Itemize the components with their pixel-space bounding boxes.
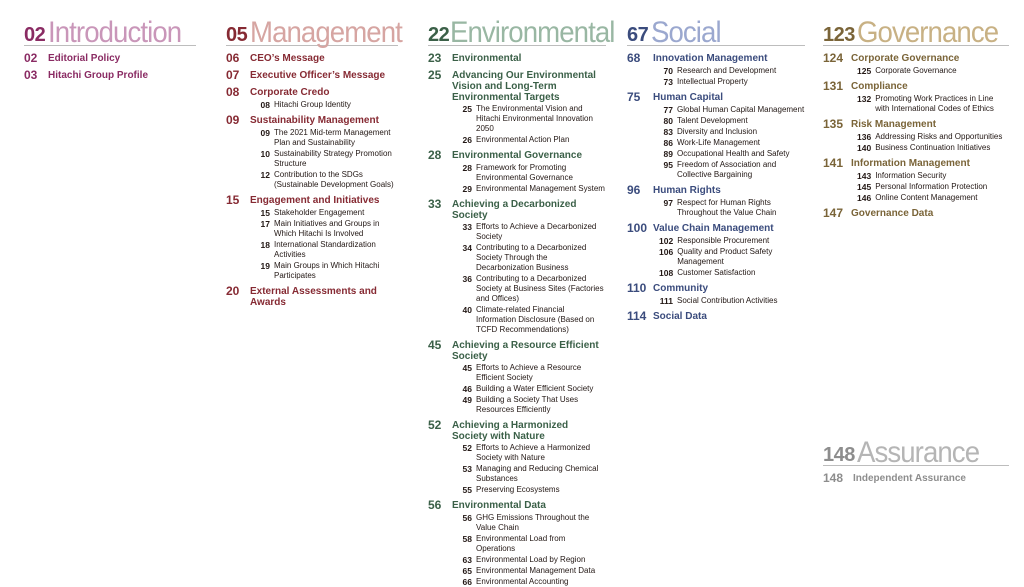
toc-subentry[interactable] <box>226 149 398 169</box>
toc-entry-label: Sustainability Management <box>250 115 379 126</box>
toc-subentry-label: The Environmental Vision and Hitachi Environmental Innovation 2050 <box>476 104 593 133</box>
toc-subentry-label: Contribution to the SDGs (Sustainable Development Goals) <box>274 170 394 189</box>
toc-subentry[interactable] <box>428 577 606 587</box>
toc-entry-page: 52 <box>428 418 442 432</box>
toc-subentry-page: 33 <box>462 222 472 232</box>
toc-subentry-label: Social Contribution Activities <box>677 296 778 305</box>
section-header <box>428 10 615 49</box>
section-title[interactable]: Environmental <box>450 16 615 49</box>
toc-subentry-label: Corporate Governance <box>875 66 957 75</box>
toc-entry-label: Social Data <box>653 311 707 322</box>
toc-subentry[interactable] <box>428 243 606 273</box>
entry-list <box>428 52 606 587</box>
toc-subentry-label: International Standardization Activities <box>274 240 376 259</box>
toc-subentry-page: 83 <box>663 127 673 137</box>
toc-subentry-page: 132 <box>857 94 872 104</box>
toc-subentry-page: 70 <box>663 66 673 76</box>
toc-entry-page: 09 <box>226 113 240 127</box>
toc-subentry[interactable] <box>627 105 805 115</box>
toc-subentry[interactable] <box>823 132 1009 142</box>
section-title[interactable]: Assurance <box>857 436 980 469</box>
toc-subentry-label: Stakeholder Engagement <box>274 208 365 217</box>
toc-subentry[interactable] <box>226 128 398 148</box>
toc-entry-page: 33 <box>428 197 442 211</box>
toc-subentry[interactable] <box>428 384 606 394</box>
toc-entry[interactable] <box>627 52 805 65</box>
toc-subentry-label: Hitachi Group Identity <box>274 100 351 109</box>
toc-subentry[interactable] <box>627 296 805 306</box>
toc-subentry[interactable] <box>823 171 1009 181</box>
toc-entry[interactable] <box>226 194 398 207</box>
toc-subentry[interactable] <box>627 236 805 246</box>
toc-entry-page: 75 <box>627 90 641 104</box>
entry-list <box>823 52 1009 220</box>
toc-entry-label: Advancing Our Environmental Vision and Long-Term Environmental Targets <box>452 70 596 103</box>
toc-entry[interactable] <box>428 149 606 162</box>
toc-subentry-label: Diversity and Inclusion <box>677 127 758 136</box>
toc-entry-label: Human Capital <box>653 92 724 103</box>
toc-subentry-page: 89 <box>663 149 673 159</box>
toc-entry-page: 135 <box>823 117 844 131</box>
toc-subentry-label: Business Continuation Initiatives <box>875 143 991 152</box>
toc-subentry-page: 29 <box>462 184 472 194</box>
toc-entry[interactable] <box>428 339 606 362</box>
toc-entry-page: 08 <box>226 85 240 99</box>
section-page-number[interactable]: 22 <box>428 24 450 46</box>
toc-subentry[interactable] <box>428 305 606 335</box>
toc-entry-label: Risk Management <box>851 119 937 130</box>
toc-subentry[interactable] <box>627 116 805 126</box>
toc-subentry[interactable] <box>428 222 606 242</box>
section-social <box>627 10 805 323</box>
toc-entry[interactable] <box>226 114 398 127</box>
toc-subentry-label: Main Initiatives and Groups in Which Hitachi Is Involved <box>274 219 380 238</box>
toc-subentry-page: 125 <box>857 66 872 76</box>
toc-subentry-label: Talent Development <box>677 116 748 125</box>
toc-subentry-label: Customer Satisfaction <box>677 268 756 277</box>
toc-entry-page: 114 <box>627 309 647 323</box>
toc-entry-label: Corporate Governance <box>851 53 960 64</box>
toc-subentry-page: 12 <box>260 170 270 180</box>
toc-entry-label: Hitachi Group Profile <box>48 70 149 81</box>
toc-subentry-page: 80 <box>663 116 673 126</box>
toc-subentry[interactable] <box>627 160 805 180</box>
toc-subentry-page: 77 <box>663 105 673 115</box>
toc-subentry[interactable] <box>226 170 398 190</box>
toc-subentry-label: Addressing Risks and Opportunities <box>875 132 1003 141</box>
toc-subentry-page: 66 <box>462 577 472 587</box>
section-page-number[interactable]: 123 <box>823 24 855 46</box>
toc-subentry-page: 102 <box>659 236 674 246</box>
toc-subentry-label: Contributing to a Decarbonized Society Through the Decarbonization Business <box>476 243 587 272</box>
toc-subentry[interactable] <box>428 104 606 134</box>
toc-entry-label: Governance Data <box>851 208 934 219</box>
toc-subentry-label: Building a Water Efficient Society <box>476 384 594 393</box>
section-title[interactable]: Management <box>250 16 402 49</box>
toc-subentry[interactable] <box>627 268 805 278</box>
toc-subentry-page: 45 <box>462 363 472 373</box>
toc-subentry-page: 28 <box>462 163 472 173</box>
toc-subentry-label: Environmental Action Plan <box>476 135 570 144</box>
toc-entry-page: 15 <box>226 193 240 207</box>
toc-subentry-page: 55 <box>462 485 472 495</box>
toc-subentry-label: Climate-related Financial Information Disclosure (Based on TCFD Recommendations) <box>476 305 595 334</box>
toc-entry[interactable] <box>24 69 196 82</box>
toc-subentry-page: 111 <box>659 296 673 306</box>
toc-subentry[interactable] <box>428 464 606 484</box>
toc-entry-label: Innovation Management <box>653 53 768 64</box>
section-management <box>226 10 402 308</box>
toc-subentry[interactable] <box>823 182 1009 192</box>
section-governance <box>823 10 1009 220</box>
toc-subentry[interactable] <box>627 77 805 87</box>
toc-subentry-page: 40 <box>462 305 472 315</box>
toc-subentry-label: Global Human Capital Management <box>677 105 805 114</box>
toc-subentry-label: Respect for Human Rights Throughout the Value Chain <box>677 198 777 217</box>
toc-subentry-page: 26 <box>462 135 472 145</box>
toc-subentry-label: Preserving Ecosystems <box>476 485 560 494</box>
toc-subentry-label: GHG Emissions Throughout the Value Chain <box>476 513 590 532</box>
entry-list <box>627 52 805 323</box>
toc-subentry[interactable] <box>627 149 805 159</box>
toc-subentry[interactable] <box>428 135 606 145</box>
toc-subentry[interactable] <box>226 261 398 281</box>
toc-subentry-page: 19 <box>260 261 270 271</box>
toc-entry-page: 141 <box>823 156 844 170</box>
toc-subentry[interactable] <box>627 247 805 267</box>
toc-subentry[interactable] <box>823 143 1009 153</box>
toc-entry-label: Compliance <box>851 81 908 92</box>
section-title[interactable]: Introduction <box>48 16 182 49</box>
toc-subentry-page: 53 <box>462 464 472 474</box>
toc-subentry-page: 106 <box>659 247 674 257</box>
toc-entry[interactable] <box>823 52 1009 65</box>
toc-subentry-label: Online Content Management <box>875 193 978 202</box>
toc-entry-page: 124 <box>823 51 844 65</box>
toc-subentry-label: Responsible Procurement <box>677 236 770 245</box>
toc-subentry-page: 73 <box>663 77 673 87</box>
toc-entry-label: Achieving a Resource Efficient Society <box>452 340 599 362</box>
section-title[interactable]: Governance <box>857 16 999 49</box>
toc-subentry-label: Efforts to Achieve a Decarbonized Society <box>476 222 597 241</box>
section-page-number[interactable]: 02 <box>24 24 46 46</box>
toc-subentry-label: The 2021 Mid-term Management Plan and Sustainability <box>274 128 391 147</box>
toc-subentry[interactable] <box>226 208 398 218</box>
toc-subentry-page: 17 <box>260 219 270 229</box>
toc-entry[interactable] <box>226 52 398 65</box>
toc-subentry-label: Environmental Load by Region <box>476 555 586 564</box>
toc-subentry-label: Environmental Management Data <box>476 566 596 575</box>
toc-subentry-page: 25 <box>462 104 472 114</box>
toc-entry[interactable] <box>627 282 805 295</box>
toc-entry-page: 25 <box>428 68 442 82</box>
toc-entry-label: Environmental Governance <box>452 150 583 161</box>
toc-entry-page: 148 <box>823 471 844 485</box>
toc-entry-page: 45 <box>428 338 442 352</box>
toc-subentry[interactable] <box>627 198 805 218</box>
toc-entry-page: 07 <box>226 68 240 82</box>
toc-entry-label: Environmental Data <box>452 500 546 511</box>
toc-subentry[interactable] <box>428 534 606 554</box>
toc-entry-page: 100 <box>627 221 648 235</box>
toc-subentry-page: 08 <box>260 100 270 110</box>
toc-subentry-label: Work-Life Management <box>677 138 760 147</box>
toc-subentry-label: Occupational Health and Safety <box>677 149 790 158</box>
toc-subentry-label: Environmental Management System <box>476 184 605 193</box>
toc-subentry-page: 108 <box>659 268 674 278</box>
section-environmental <box>428 10 615 587</box>
toc-subentry-label: Research and Development <box>677 66 777 75</box>
toc-entry-page: 20 <box>226 284 240 298</box>
toc-subentry-page: 36 <box>462 274 472 284</box>
entry-list <box>24 52 196 82</box>
toc-subentry-label: Sustainability Strategy Promotion Structure <box>274 149 392 168</box>
toc-subentry-page: 143 <box>857 171 872 181</box>
toc-subentry-page: 65 <box>462 566 472 576</box>
toc-subentry-label: Contributing to a Decarbonized Society at Business Sites (Factories and Offices) <box>476 274 604 303</box>
toc-subentry[interactable] <box>428 363 606 383</box>
toc-subentry-page: 46 <box>462 384 472 394</box>
toc-subentry-page: 18 <box>260 240 270 250</box>
toc-subentry-page: 136 <box>857 132 872 142</box>
toc-entry-label: External Assessments and Awards <box>250 286 377 308</box>
toc-entry[interactable] <box>823 207 1009 220</box>
toc-subentry[interactable] <box>428 443 606 463</box>
toc-entry[interactable] <box>627 222 805 235</box>
toc-entry-page: 96 <box>627 183 641 197</box>
section-title[interactable]: Social <box>651 16 721 49</box>
toc-subentry-page: 49 <box>462 395 472 405</box>
toc-entry[interactable] <box>627 91 805 104</box>
toc-entry-label: Value Chain Management <box>653 223 774 234</box>
toc-subentry-page: 95 <box>663 160 673 170</box>
toc-subentry[interactable] <box>226 240 398 260</box>
toc-entry-page: 06 <box>226 51 240 65</box>
toc-entry[interactable] <box>428 69 606 103</box>
toc-subentry[interactable] <box>823 66 1009 76</box>
toc-entry-label: Engagement and Initiatives <box>250 195 380 206</box>
toc-subentry[interactable] <box>627 138 805 148</box>
toc-subentry-page: 10 <box>260 149 270 159</box>
section-page-number[interactable]: 148 <box>823 444 855 466</box>
toc-subentry-label: Managing and Reducing Chemical Substances <box>476 464 599 483</box>
toc-subentry-label: Intellectual Property <box>677 77 748 86</box>
toc-subentry[interactable] <box>428 566 606 576</box>
toc-subentry[interactable] <box>428 163 606 183</box>
toc-subentry-label: Efforts to Achieve a Resource Efficient Society <box>476 363 582 382</box>
toc-subentry-label: Personal Information Protection <box>875 182 988 191</box>
toc-subentry-page: 146 <box>857 193 872 203</box>
toc-subentry-label: Information Security <box>875 171 947 180</box>
section-header <box>24 10 196 49</box>
toc-subentry-page: 63 <box>462 555 472 565</box>
toc-entry[interactable] <box>428 52 606 65</box>
toc-entry-label: CEO’s Message <box>250 53 325 64</box>
toc-entry-label: Human Rights <box>653 185 721 196</box>
toc-subentry-label: Efforts to Achieve a Harmonized Society with Nature <box>476 443 591 462</box>
toc-entry-page: 03 <box>24 68 38 82</box>
toc-subentry-page: 58 <box>462 534 472 544</box>
toc-entry[interactable] <box>823 472 1009 485</box>
toc-entry-page: 28 <box>428 148 442 162</box>
section-page-number[interactable]: 05 <box>226 24 248 46</box>
toc-entry-label: Achieving a Decarbonized Society <box>452 199 577 221</box>
toc-subentry-label: Main Groups in Which Hitachi Participates <box>274 261 380 280</box>
toc-entry[interactable] <box>428 419 606 442</box>
toc-entry-label: Information Management <box>851 158 970 169</box>
toc-entry-label: Environmental <box>452 53 522 64</box>
toc-entry-page: 23 <box>428 51 442 65</box>
toc-entry-page: 56 <box>428 498 442 512</box>
toc-subentry[interactable] <box>428 513 606 533</box>
toc-subentry-page: 34 <box>462 243 472 253</box>
toc-subentry-page: 145 <box>857 182 872 192</box>
toc-entry[interactable] <box>226 69 398 82</box>
toc-subentry-page: 86 <box>663 138 673 148</box>
toc-subentry[interactable] <box>428 184 606 194</box>
toc-subentry-page: 56 <box>462 513 472 523</box>
toc-entry-page: 02 <box>24 51 38 65</box>
toc-entry-label: Independent Assurance <box>853 473 966 484</box>
toc-subentry-label: Building a Society That Uses Resources Efficiently <box>476 395 579 414</box>
toc-entry[interactable] <box>823 118 1009 131</box>
toc-entry-page: 131 <box>823 79 844 93</box>
toc-subentry[interactable] <box>226 100 398 110</box>
toc-subentry-page: 09 <box>260 128 270 138</box>
toc-entry-label: Corporate Credo <box>250 87 330 98</box>
section-page-number[interactable]: 67 <box>627 24 649 46</box>
toc-subentry-page: 52 <box>462 443 472 453</box>
entry-list <box>823 472 1009 485</box>
toc-entry-label: Editorial Policy <box>48 53 121 64</box>
toc-entry-label: Community <box>653 283 708 294</box>
toc-entry[interactable] <box>428 198 606 221</box>
toc-entry-page: 68 <box>627 51 641 65</box>
section-header <box>226 10 402 49</box>
toc-subentry-label: Environmental Load from Operations <box>476 534 566 553</box>
toc-entry[interactable] <box>226 285 398 308</box>
toc-entry[interactable] <box>627 184 805 197</box>
entry-list <box>226 52 398 308</box>
section-header <box>627 10 805 49</box>
toc-subentry-page: 97 <box>663 198 673 208</box>
toc-entry[interactable] <box>226 86 398 99</box>
toc-subentry[interactable] <box>627 66 805 76</box>
toc-entry[interactable] <box>823 157 1009 170</box>
toc-entry-page: 147 <box>823 206 844 220</box>
toc-subentry[interactable] <box>428 485 606 495</box>
section-introduction <box>24 10 196 82</box>
toc-entry[interactable] <box>627 310 805 323</box>
section-header <box>823 430 1009 469</box>
toc-entry-label: Achieving a Harmonized Society with Nature <box>452 420 569 442</box>
toc-subentry-label: Quality and Product Safety Management <box>677 247 773 266</box>
toc-subentry[interactable] <box>226 219 398 239</box>
toc-subentry-page: 140 <box>857 143 872 153</box>
toc-subentry-label: Promoting Work Practices in Line with International Codes of Ethics <box>875 94 994 113</box>
toc-subentry-label: Environmental Accounting <box>476 577 569 586</box>
toc-subentry[interactable] <box>627 127 805 137</box>
toc-entry-page: 110 <box>627 281 647 295</box>
toc-subentry-label: Framework for Promoting Environmental Governance <box>476 163 573 182</box>
toc-subentry[interactable] <box>428 274 606 304</box>
toc-entry[interactable] <box>428 499 606 512</box>
toc-entry[interactable] <box>24 52 196 65</box>
section-header <box>823 10 1009 49</box>
toc-subentry-page: 15 <box>260 208 270 218</box>
toc-entry[interactable] <box>823 80 1009 93</box>
toc-subentry-label: Freedom of Association and Collective Bargaining <box>677 160 777 179</box>
toc-subentry[interactable] <box>428 555 606 565</box>
toc-subentry[interactable] <box>428 395 606 415</box>
section-assurance <box>823 430 1009 485</box>
toc-entry-label: Executive Officer’s Message <box>250 70 386 81</box>
toc-subentry[interactable] <box>823 193 1009 203</box>
toc-subentry[interactable] <box>823 94 1009 114</box>
